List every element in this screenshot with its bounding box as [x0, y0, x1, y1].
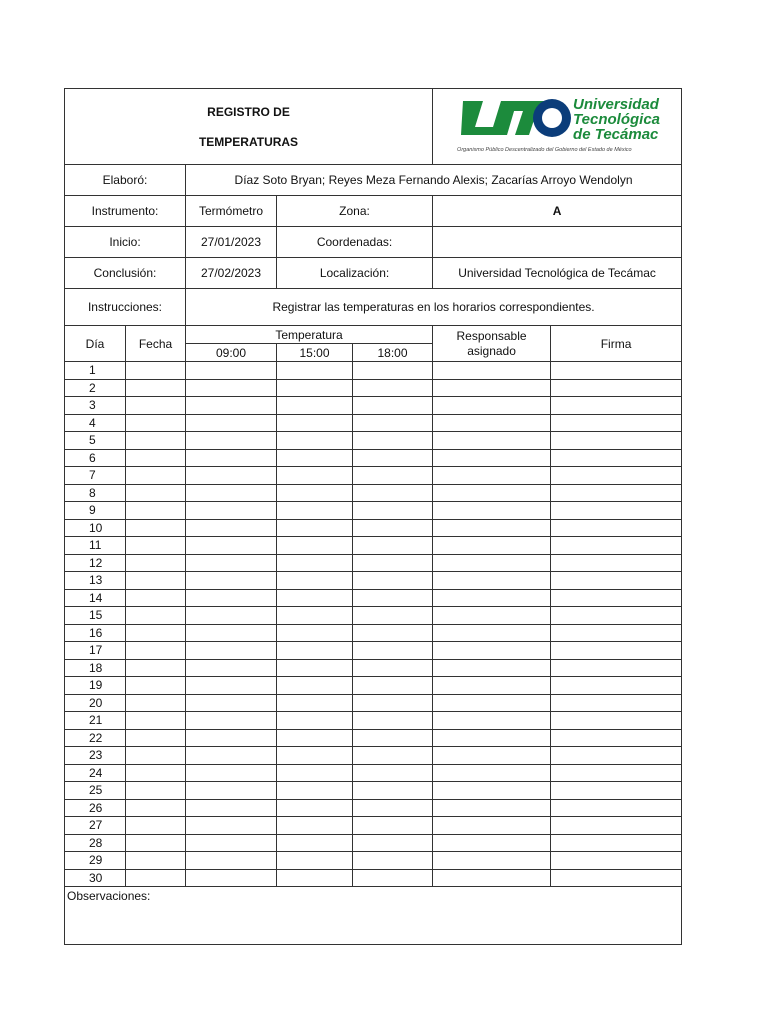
temp-1500-cell[interactable] [277, 589, 353, 607]
temp-0900-cell[interactable] [186, 519, 277, 537]
fecha-cell[interactable] [126, 362, 186, 380]
fecha-cell[interactable] [126, 397, 186, 415]
firma-cell[interactable] [551, 869, 682, 887]
responsable-cell[interactable] [433, 694, 551, 712]
temp-0900-cell[interactable] [186, 554, 277, 572]
fecha-cell[interactable] [126, 677, 186, 695]
temp-1800-cell[interactable] [353, 519, 433, 537]
day-number: 16 [65, 624, 126, 642]
temp-0900-cell[interactable] [186, 414, 277, 432]
day-number: 29 [65, 852, 126, 870]
inicio-value: 27/01/2023 [186, 227, 277, 258]
fecha-cell[interactable] [126, 484, 186, 502]
col-header-temperatura: Temperatura [186, 326, 433, 344]
responsable-cell[interactable] [433, 484, 551, 502]
temp-0900-cell[interactable] [186, 449, 277, 467]
firma-cell[interactable] [551, 397, 682, 415]
fecha-cell[interactable] [126, 729, 186, 747]
table-row [65, 834, 682, 852]
temp-1500-cell[interactable] [277, 432, 353, 450]
responsable-cell[interactable] [433, 764, 551, 782]
temp-1800-cell[interactable] [353, 729, 433, 747]
fecha-cell[interactable] [126, 817, 186, 835]
temp-0900-cell[interactable] [186, 362, 277, 380]
table-row [65, 677, 682, 695]
table-row [65, 414, 682, 432]
table-row [65, 694, 682, 712]
fecha-cell[interactable] [126, 572, 186, 590]
responsable-cell[interactable] [433, 869, 551, 887]
university-logo [433, 89, 682, 165]
temp-1500-cell[interactable] [277, 799, 353, 817]
responsable-cell[interactable] [433, 589, 551, 607]
day-number: 26 [65, 799, 126, 817]
day-number: 14 [65, 589, 126, 607]
day-number: 19 [65, 677, 126, 695]
temp-1500-cell[interactable] [277, 379, 353, 397]
temp-1800-cell[interactable] [353, 747, 433, 765]
responsable-cell[interactable] [433, 467, 551, 485]
table-row [65, 519, 682, 537]
responsable-cell[interactable] [433, 799, 551, 817]
firma-cell[interactable] [551, 502, 682, 520]
responsable-cell[interactable] [433, 519, 551, 537]
temp-0900-cell[interactable] [186, 817, 277, 835]
day-number: 6 [65, 449, 126, 467]
temp-1500-cell[interactable] [277, 852, 353, 870]
temp-0900-cell[interactable] [186, 642, 277, 660]
day-rows [65, 362, 682, 887]
title-line-2: TEMPERATURAS [198, 134, 299, 149]
temp-0900-cell[interactable] [186, 729, 277, 747]
firma-cell[interactable] [551, 519, 682, 537]
firma-cell[interactable] [551, 449, 682, 467]
temp-1500-cell[interactable] [277, 729, 353, 747]
fecha-cell[interactable] [126, 834, 186, 852]
fecha-cell[interactable] [126, 659, 186, 677]
temp-1800-cell[interactable] [353, 502, 433, 520]
temp-1500-cell[interactable] [277, 764, 353, 782]
table-row [65, 624, 682, 642]
col-header-fecha: Fecha [126, 326, 186, 362]
temp-1500-cell[interactable] [277, 677, 353, 695]
temp-0900-cell[interactable] [186, 764, 277, 782]
fecha-cell[interactable] [126, 502, 186, 520]
responsable-cell[interactable] [433, 362, 551, 380]
temp-1500-cell[interactable] [277, 624, 353, 642]
responsable-cell[interactable] [433, 677, 551, 695]
page-title [65, 89, 433, 165]
firma-cell[interactable] [551, 642, 682, 660]
temp-0900-cell[interactable] [186, 432, 277, 450]
responsable-cell[interactable] [433, 572, 551, 590]
temp-1500-cell[interactable] [277, 869, 353, 887]
firma-cell[interactable] [551, 432, 682, 450]
conclusion-label: Conclusión: [65, 258, 186, 289]
temp-1800-cell[interactable] [353, 659, 433, 677]
responsable-cell[interactable] [433, 537, 551, 555]
logo-name-line-1: Universidad [573, 96, 659, 113]
temp-1500-cell[interactable] [277, 642, 353, 660]
temp-0900-cell[interactable] [186, 677, 277, 695]
temp-1500-cell[interactable] [277, 484, 353, 502]
temp-1500-cell[interactable] [277, 414, 353, 432]
day-number: 11 [65, 537, 126, 555]
firma-cell[interactable] [551, 677, 682, 695]
conclusion-value: 27/02/2023 [186, 258, 277, 289]
responsable-cell[interactable] [433, 852, 551, 870]
temp-1800-cell[interactable] [353, 484, 433, 502]
responsable-cell[interactable] [433, 712, 551, 730]
logo-subtitle: Organismo Público Descentralizado del Gobierno del Estado de México [457, 147, 632, 153]
responsable-cell[interactable] [433, 379, 551, 397]
temp-1800-cell[interactable] [353, 852, 433, 870]
responsable-cell[interactable] [433, 782, 551, 800]
logo-name-line-3: de Tecámac [573, 126, 659, 143]
firma-cell[interactable] [551, 537, 682, 555]
day-number: 15 [65, 607, 126, 625]
responsable-cell[interactable] [433, 432, 551, 450]
table-row [65, 572, 682, 590]
temp-1500-cell[interactable] [277, 659, 353, 677]
day-number: 9 [65, 502, 126, 520]
temp-1500-cell[interactable] [277, 712, 353, 730]
zona-label: Zona: [277, 196, 433, 227]
fecha-cell[interactable] [126, 764, 186, 782]
temp-0900-cell[interactable] [186, 624, 277, 642]
responsable-cell[interactable] [433, 624, 551, 642]
temp-1800-cell[interactable] [353, 817, 433, 835]
temp-0900-cell[interactable] [186, 467, 277, 485]
table-row [65, 502, 682, 520]
temp-1500-cell[interactable] [277, 607, 353, 625]
firma-cell[interactable] [551, 467, 682, 485]
table-row [65, 729, 682, 747]
firma-cell[interactable] [551, 747, 682, 765]
firma-cell[interactable] [551, 764, 682, 782]
table-row [65, 782, 682, 800]
temp-1800-cell[interactable] [353, 537, 433, 555]
temp-0900-cell[interactable] [186, 694, 277, 712]
responsable-cell[interactable] [433, 834, 551, 852]
table-row [65, 484, 682, 502]
table-row [65, 432, 682, 450]
fecha-cell[interactable] [126, 537, 186, 555]
temp-1500-cell[interactable] [277, 572, 353, 590]
temp-0900-cell[interactable] [186, 484, 277, 502]
day-number: 28 [65, 834, 126, 852]
temp-1800-cell[interactable] [353, 449, 433, 467]
firma-cell[interactable] [551, 607, 682, 625]
temp-1500-cell[interactable] [277, 817, 353, 835]
day-number: 7 [65, 467, 126, 485]
day-number: 8 [65, 484, 126, 502]
temp-1500-cell[interactable] [277, 554, 353, 572]
temp-0900-cell[interactable] [186, 589, 277, 607]
instrucciones-value: Registrar las temperaturas en los horarios correspondientes. [186, 289, 682, 326]
responsable-cell[interactable] [433, 747, 551, 765]
temperature-log-form [64, 88, 681, 945]
firma-cell[interactable] [551, 624, 682, 642]
responsable-cell[interactable] [433, 729, 551, 747]
fecha-cell[interactable] [126, 589, 186, 607]
firma-cell[interactable] [551, 712, 682, 730]
temp-1500-cell[interactable] [277, 362, 353, 380]
temp-1800-cell[interactable] [353, 554, 433, 572]
temp-1800-cell[interactable] [353, 782, 433, 800]
table-row [65, 362, 682, 380]
table-row [65, 869, 682, 887]
responsable-cell[interactable] [433, 642, 551, 660]
responsable-line-2: asignado [467, 343, 516, 358]
temp-1800-cell[interactable] [353, 712, 433, 730]
temp-1800-cell[interactable] [353, 572, 433, 590]
logo-text [573, 97, 660, 142]
firma-cell[interactable] [551, 554, 682, 572]
localizacion-label: Localización: [277, 258, 433, 289]
temp-1800-cell[interactable] [353, 624, 433, 642]
fecha-cell[interactable] [126, 379, 186, 397]
firma-cell[interactable] [551, 852, 682, 870]
fecha-cell[interactable] [126, 712, 186, 730]
temp-1800-cell[interactable] [353, 799, 433, 817]
fecha-cell[interactable] [126, 799, 186, 817]
col-header-time-1500: 15:00 [277, 344, 353, 362]
day-number: 1 [65, 362, 126, 380]
temp-1500-cell[interactable] [277, 747, 353, 765]
elaboro-value: Díaz Soto Bryan; Reyes Meza Fernando Alexis; Zacarías Arroyo Wendolyn [186, 165, 682, 196]
instrumento-label: Instrumento: [65, 196, 186, 227]
fecha-cell[interactable] [126, 414, 186, 432]
table-row [65, 397, 682, 415]
table-row [65, 747, 682, 765]
temp-1500-cell[interactable] [277, 502, 353, 520]
temp-1500-cell[interactable] [277, 519, 353, 537]
table-row [65, 852, 682, 870]
temp-0900-cell[interactable] [186, 712, 277, 730]
day-number: 25 [65, 782, 126, 800]
temp-0900-cell[interactable] [186, 537, 277, 555]
responsable-cell[interactable] [433, 502, 551, 520]
temp-1500-cell[interactable] [277, 537, 353, 555]
responsable-cell[interactable] [433, 397, 551, 415]
temp-0900-cell[interactable] [186, 502, 277, 520]
temp-1800-cell[interactable] [353, 467, 433, 485]
temp-1800-cell[interactable] [353, 834, 433, 852]
responsable-cell[interactable] [433, 817, 551, 835]
temp-1800-cell[interactable] [353, 397, 433, 415]
table-row [65, 799, 682, 817]
table-row [65, 554, 682, 572]
firma-cell[interactable] [551, 484, 682, 502]
fecha-cell[interactable] [126, 624, 186, 642]
responsable-cell[interactable] [433, 659, 551, 677]
logo-ring-icon [533, 99, 571, 137]
temp-1800-cell[interactable] [353, 642, 433, 660]
day-number: 21 [65, 712, 126, 730]
firma-cell[interactable] [551, 414, 682, 432]
day-number: 3 [65, 397, 126, 415]
responsable-cell[interactable] [433, 414, 551, 432]
temp-1800-cell[interactable] [353, 607, 433, 625]
responsable-cell[interactable] [433, 554, 551, 572]
temp-1500-cell[interactable] [277, 467, 353, 485]
temp-0900-cell[interactable] [186, 379, 277, 397]
fecha-cell[interactable] [126, 607, 186, 625]
day-number: 17 [65, 642, 126, 660]
day-number: 10 [65, 519, 126, 537]
fecha-cell[interactable] [126, 869, 186, 887]
day-number: 12 [65, 554, 126, 572]
table-row [65, 467, 682, 485]
day-number: 13 [65, 572, 126, 590]
firma-cell[interactable] [551, 694, 682, 712]
firma-cell[interactable] [551, 572, 682, 590]
day-number: 23 [65, 747, 126, 765]
observaciones-cell[interactable] [65, 887, 682, 945]
temp-1800-cell[interactable] [353, 764, 433, 782]
coordenadas-value [433, 227, 682, 258]
temp-1800-cell[interactable] [353, 379, 433, 397]
instrucciones-label: Instrucciones: [65, 289, 186, 326]
temp-1800-cell[interactable] [353, 414, 433, 432]
temp-1500-cell[interactable] [277, 782, 353, 800]
firma-cell[interactable] [551, 589, 682, 607]
temp-0900-cell[interactable] [186, 782, 277, 800]
temp-1500-cell[interactable] [277, 834, 353, 852]
temp-0900-cell[interactable] [186, 869, 277, 887]
observaciones-label: Observaciones: [67, 889, 151, 903]
fecha-cell[interactable] [126, 852, 186, 870]
logo-name-line-2: Tecnológica [573, 111, 661, 128]
col-header-time-0900: 09:00 [186, 344, 277, 362]
instrumento-value: Termómetro [186, 196, 277, 227]
temp-0900-cell[interactable] [186, 397, 277, 415]
day-number: 2 [65, 379, 126, 397]
responsable-line-1: Responsable [456, 328, 527, 343]
firma-cell[interactable] [551, 659, 682, 677]
fecha-cell[interactable] [126, 449, 186, 467]
firma-cell[interactable] [551, 834, 682, 852]
fecha-cell[interactable] [126, 694, 186, 712]
title-line-1: REGISTRO DE [207, 104, 290, 119]
fecha-cell[interactable] [126, 782, 186, 800]
temp-0900-cell[interactable] [186, 799, 277, 817]
day-number: 4 [65, 414, 126, 432]
day-number: 20 [65, 694, 126, 712]
table-row [65, 712, 682, 730]
fecha-cell[interactable] [126, 467, 186, 485]
fecha-cell[interactable] [126, 747, 186, 765]
table-row [65, 764, 682, 782]
firma-cell[interactable] [551, 379, 682, 397]
temp-1800-cell[interactable] [353, 869, 433, 887]
temp-1800-cell[interactable] [353, 677, 433, 695]
temp-1800-cell[interactable] [353, 362, 433, 380]
table-row [65, 379, 682, 397]
fecha-cell[interactable] [126, 642, 186, 660]
col-header-firma: Firma [551, 326, 682, 362]
localizacion-value: Universidad Tecnológica de Tecámac [433, 258, 682, 289]
table-row [65, 817, 682, 835]
coordenadas-label: Coordenadas: [277, 227, 433, 258]
table-row [65, 607, 682, 625]
temp-0900-cell[interactable] [186, 852, 277, 870]
table-row [65, 642, 682, 660]
temp-0900-cell[interactable] [186, 659, 277, 677]
firma-cell[interactable] [551, 729, 682, 747]
day-number: 22 [65, 729, 126, 747]
fecha-cell[interactable] [126, 432, 186, 450]
elaboro-label: Elaboró: [65, 165, 186, 196]
col-header-time-1800: 18:00 [353, 344, 433, 362]
zona-value: A [433, 196, 682, 227]
day-number: 18 [65, 659, 126, 677]
table-row [65, 589, 682, 607]
temp-0900-cell[interactable] [186, 747, 277, 765]
day-number: 24 [65, 764, 126, 782]
inicio-label: Inicio: [65, 227, 186, 258]
firma-cell[interactable] [551, 362, 682, 380]
firma-cell[interactable] [551, 782, 682, 800]
temp-1500-cell[interactable] [277, 397, 353, 415]
col-header-responsable [433, 326, 551, 362]
firma-cell[interactable] [551, 799, 682, 817]
firma-cell[interactable] [551, 817, 682, 835]
table-row [65, 537, 682, 555]
fecha-cell[interactable] [126, 519, 186, 537]
day-number: 27 [65, 817, 126, 835]
temp-1500-cell[interactable] [277, 694, 353, 712]
responsable-cell[interactable] [433, 449, 551, 467]
day-number: 5 [65, 432, 126, 450]
col-header-dia: Día [65, 326, 126, 362]
fecha-cell[interactable] [126, 554, 186, 572]
temp-0900-cell[interactable] [186, 834, 277, 852]
temp-0900-cell[interactable] [186, 607, 277, 625]
temp-1800-cell[interactable] [353, 694, 433, 712]
table-row [65, 659, 682, 677]
temp-1800-cell[interactable] [353, 432, 433, 450]
responsable-cell[interactable] [433, 607, 551, 625]
form-grid [64, 88, 682, 945]
temp-1800-cell[interactable] [353, 589, 433, 607]
table-row [65, 449, 682, 467]
temp-1500-cell[interactable] [277, 449, 353, 467]
day-number: 30 [65, 869, 126, 887]
temp-0900-cell[interactable] [186, 572, 277, 590]
